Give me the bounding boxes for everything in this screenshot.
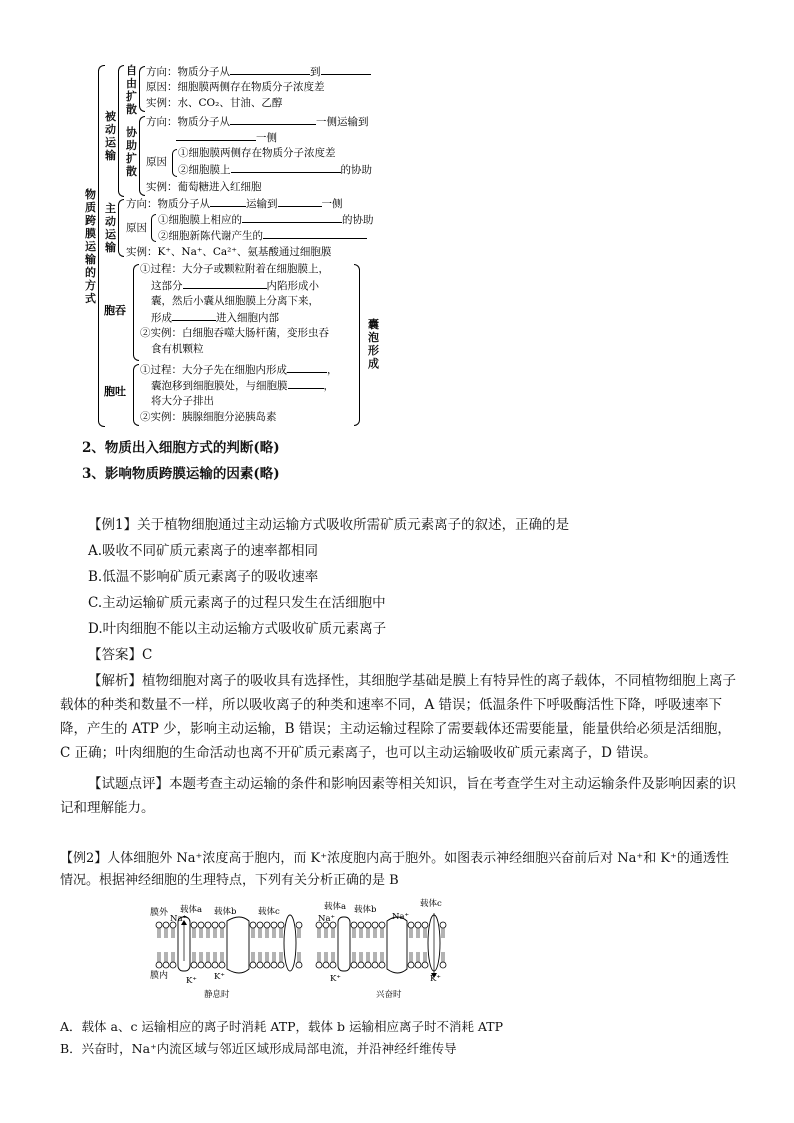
- carrier-b-shape: [227, 917, 249, 973]
- exocytosis-brace: [133, 364, 139, 426]
- ex-1: ①过程：大分子先在细胞内形成 ，: [140, 364, 338, 376]
- fa-direction: 方向：物质分子从 一侧运输到: [146, 116, 369, 128]
- fig-carrier-a-right: 载体a: [324, 902, 347, 912]
- example1-question: 【例1】关于植物细胞通过主动运输方式吸收所需矿质元素离子的叙述，正确的是: [88, 517, 570, 533]
- fig-carrier-a-left: 载体a: [180, 905, 203, 915]
- fd-example: 实例：水、CO₂、甘油、乙醇: [146, 97, 283, 109]
- example1-option-d: D.叶肉细胞不能以主动运输方式吸收矿质元素离子: [88, 621, 387, 637]
- example1-comment: 【试题点评】本题考查主动运输的条件和影响因素等相关知识，旨在考查学生对主动运输条件及影响因素的识记和理解能力。: [60, 776, 736, 816]
- example1-option-c: C.主动运输矿质元素离子的过程只发生在活细胞中: [88, 595, 386, 611]
- root-label: 物质跨膜运输的方式: [85, 188, 96, 305]
- free-diffusion-label: 自由扩散: [126, 64, 137, 116]
- fig-carrier-b-left: 载体b: [214, 907, 237, 917]
- example2-option-b: B．兴奋时，Na⁺内流区域与邻近区域形成局部电流，并沿神经纤维传导: [60, 1041, 457, 1056]
- ac-direction: 方向：物质分子从 运输到 一侧: [126, 198, 343, 210]
- ac-example: 实例：K⁺、Na⁺、Ca²⁺、氨基酸通过细胞膜: [126, 246, 332, 258]
- en-2: 这部分 内陷形成小: [151, 280, 319, 292]
- carrier-c-shape: [284, 915, 296, 971]
- heading-2: 2、物质出入细胞方式的判断(略): [82, 440, 280, 456]
- fig-rest-label: 静息时: [204, 990, 230, 1000]
- ac-reason-brace: [151, 214, 156, 242]
- exocytosis-label: 胞吐: [104, 385, 126, 398]
- example1-option-b: B.低温不影响矿质元素离子的吸收速率: [88, 569, 319, 585]
- fig-outside-left: 膜外: [150, 908, 169, 918]
- en-1: ①过程：大分子或颗粒附着在细胞膜上，: [140, 263, 329, 275]
- fa-reason-1: ①细胞膜两侧存在物质分子浓度差: [178, 147, 336, 159]
- passive-label: 被动运输: [105, 110, 116, 162]
- example2-question: 【例2】人体细胞外 Na⁺浓度高于胞内，而 K⁺浓度胞内高于胞外。如图表示神经细胞兴奋前后对 Na⁺和 K⁺的通透性情况。根据神经细胞的生理特点，下列有关分析正确的是 B: [60, 851, 729, 888]
- fig-na-right-2: Na⁺: [392, 912, 409, 922]
- facilitated-brace: [139, 116, 145, 196]
- en-5: ②实例：白细胞吞噬大肠杆菌，变形虫吞: [140, 327, 329, 339]
- active-brace: [118, 199, 124, 257]
- fd-reason: 原因：细胞膜两侧存在物质分子浓度差: [146, 81, 325, 93]
- fa-reason-2: ②细胞膜上 的协助: [178, 164, 372, 176]
- passive-brace: [118, 65, 124, 197]
- fig-k-left: K⁺: [186, 976, 197, 986]
- fa-reason-brace: [172, 149, 177, 177]
- fa-reason-label: 原因: [146, 156, 167, 168]
- example1-analysis: 【解析】植物细胞对离子的吸收具有选择性，其细胞学基础是膜上有特异性的离子载体，不同植物细胞上离子载体的种类和数量不一样，所以吸收离子的种类和速率不同，A 错误；低温条件下呼吸酶活性下降，呼吸速率下降，产生的 ATP 少，影响主动运输，B 错误；主动运输过程除了需要载体还需要能量，能量供给必须是活细胞，C 正确；叶肉细胞的生命活动也离不开矿质元素离子，也可以主动运输吸收矿质元素离子，D 错误。: [60, 673, 736, 761]
- endocytosis-label: 胞吞: [104, 304, 126, 317]
- en-3: 囊，然后小囊从细胞膜上分离下来，: [151, 295, 319, 307]
- example1-answer: 【答案】C: [88, 647, 153, 663]
- vesicle-brace: [354, 264, 360, 426]
- membrane-excited: [316, 913, 446, 978]
- facilitated-label: 协助扩散: [126, 126, 137, 178]
- fig-k-left-2: K⁺: [214, 972, 225, 982]
- fig-k-right-2: K⁺: [430, 974, 441, 984]
- fig-carrier-b-right: 载体b: [354, 905, 377, 915]
- fa-direction-2: 一侧: [176, 130, 277, 145]
- en-4: 形成 进入细胞内部: [151, 312, 279, 324]
- fa-example: 实例：葡萄糖进入红细胞: [146, 181, 262, 193]
- endocytosis-brace: [133, 264, 139, 361]
- fig-carrier-c-right: 载体c: [420, 899, 442, 909]
- free-diffusion-brace: [139, 66, 145, 112]
- ac-reason-label: 原因: [126, 222, 147, 234]
- fig-carrier-c-left: 载体c: [258, 907, 280, 917]
- example1-option-a: A.吸收不同矿质元素离子的速率都相同: [88, 543, 319, 559]
- ex-4: ②实例：胰腺细胞分泌胰岛素: [140, 411, 277, 423]
- fig-k-right: K⁺: [330, 974, 341, 984]
- ac-reason-2: ②细胞新陈代谢产生的: [158, 228, 367, 243]
- fd-direction: 方向：物质分子从 到: [146, 64, 371, 79]
- example2-option-a: A．载体 a、c 运输相应的离子时消耗 ATP，载体 b 运输相应离子时不消耗 ATP: [60, 1019, 504, 1034]
- active-label: 主动运输: [105, 202, 116, 254]
- fig-na-left: Na⁺: [170, 914, 187, 924]
- ex-3: 将大分子排出: [151, 395, 214, 407]
- heading-3: 3、影响物质跨膜运输的因素(略): [82, 466, 280, 482]
- fig-na-right: Na⁺: [318, 914, 335, 924]
- vesicle-label: 囊泡形成: [368, 318, 379, 370]
- en-6: 食有机颗粒: [151, 343, 204, 355]
- fig-excited-label: 兴奋时: [376, 990, 402, 1000]
- ex-2: 囊泡移到细胞膜处，与细胞膜 ，: [151, 380, 334, 392]
- ac-reason-1: ①细胞膜上相应的 的协助: [158, 214, 374, 226]
- fig-inside-left: 膜内: [150, 971, 169, 981]
